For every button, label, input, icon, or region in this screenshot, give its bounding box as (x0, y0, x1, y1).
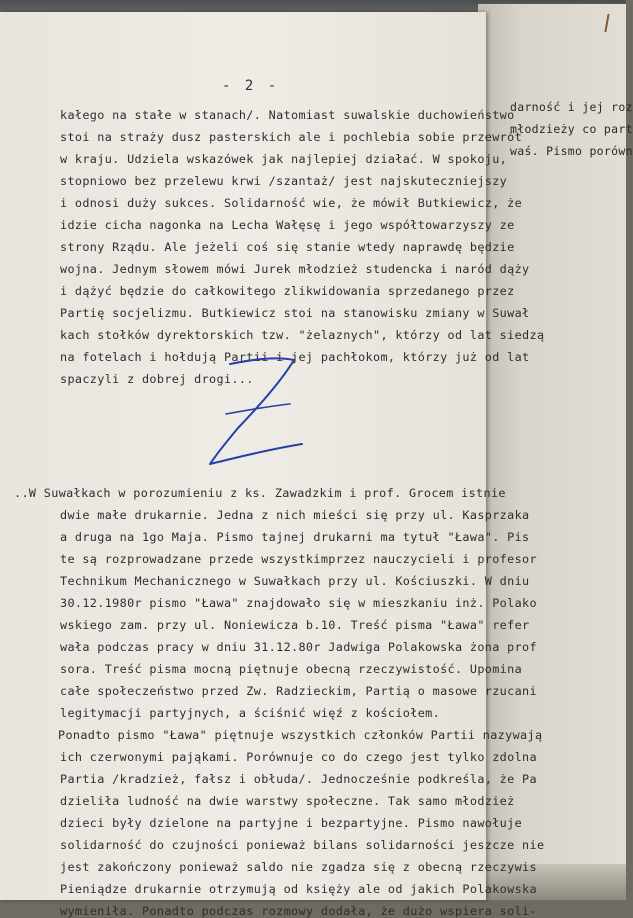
page-number: - 2 - (222, 78, 280, 94)
text-line: te są rozprowadzane przede wszystkimprzez nauczycieli i profesor (60, 552, 537, 566)
text-line: dzieci były dzielone na partyjne i bezpartyjne. Pismo nawołuje (60, 816, 523, 830)
text-line: sora. Treść pisma mocną piętnuje obecną rzeczywistość. Upomina (60, 662, 523, 676)
text-line: strony Rządu. Ale jeżeli coś się stanie wtedy naprawdę będzie (60, 240, 515, 254)
text-line: całe społeczeństwo przed Zw. Radzieckim, Partią o masowe rzucani (60, 684, 537, 698)
text-line: Ponadto pismo "Ława" piętnuje wszystkich członków Partii nazywają (58, 728, 543, 742)
text-line: ..W Suwałkach w porozumieniu z ks. Zawadzkim i prof. Grocem istnie (14, 486, 506, 500)
text-line: legitymacji partyjnych, a ściśnić więź z kościołem. (60, 706, 441, 720)
text-line: stoi na straży dusz pasterskich ale i pochlebia sobie przewrót (60, 130, 523, 144)
text-line: i dążyć będzie do całkowitego zlikwidowania sprzedanego przez (60, 284, 515, 298)
document-page (0, 12, 545, 918)
text-line: wojna. Jednym słowem mówi Jurek młodzież studencka i naród dąży (60, 262, 530, 276)
handwritten-z-mark (190, 350, 320, 480)
text-line: ich czerwonymi pająkami. Porównuje co do czego jest tylko zdolna (60, 750, 537, 764)
text-line: wymieniła. Ponadto podczas rozmowy dodała, że dużo wspiera soli- (60, 904, 537, 918)
text-line: solidarność do czujności ponieważ bilans solidarności jeszcze nie (60, 838, 545, 852)
text-line: a druga na 1go Maja. Pismo tajnej drukarni ma tytuł "Ława". Pis (60, 530, 530, 544)
text-line: i odnosi duży sukces. Solidarność wie, że mówił Butkiewicz, że (60, 196, 523, 210)
text-line: w kraju. Udziela wskazówek jak najlepiej działać. W spokoju, (60, 152, 508, 166)
text-line: stopniowo bez przelewu krwi /szantaż/ jest najskuteczniejszy (60, 174, 508, 188)
text-line: kałego na stałe w stanach/. Natomiast suwalskie duchowieństwo (60, 108, 515, 122)
text-line: Pieniądze drukarnie otrzymują od księży ale od jakich Polakowska (60, 882, 537, 896)
edge-mark (604, 14, 619, 32)
text-line: spaczyli z dobrej drogi... (60, 372, 254, 386)
right-page-line: waś. Pismo porówn (510, 144, 633, 158)
text-line: Partia /kradzież, fałsz i obłuda/. Jednocześnie podkreśla, że Pa (60, 772, 537, 786)
text-line: kach stołków dyrektorskich tzw. "żelaznych", którzy od lat siedzą (60, 328, 545, 342)
text-line: 30.12.1980r pismo "Ława" znajdowało się w mieszkaniu inż. Polako (60, 596, 537, 610)
text-line: idzie cicha nagonka na Lecha Wałęsę i jego współtowarzyszy ze (60, 218, 515, 232)
text-line: jest zakończony ponieważ saldo nie zgadza się z obecną rzeczywis (60, 860, 537, 874)
text-line: dwie małe drukarnie. Jedna z nich mieści się przy ul. Kasprzaka (60, 508, 530, 522)
right-page-line: darność i jej roz (510, 100, 633, 114)
text-line: wała podczas pracy w dniu 31.12.80r Jadwiga Polakowska żona prof (60, 640, 537, 654)
text-line: na fotelach i hołdują Partii i jej pachłokom, którzy już od lat (60, 350, 530, 364)
text-line: wskiego zam. przy ul. Noniewicza b.10. Treść pisma "Ława" refer (60, 618, 530, 632)
text-line: dzieliła ludność na dwie warstwy społeczne. Tak samo młodzież (60, 794, 515, 808)
right-page-line: młodzieży co part (510, 122, 633, 136)
text-line: Partię socjelizmu. Butkiewicz stoi na stanowisku zmiany w Suwał (60, 306, 530, 320)
text-line: Technikum Mechanicznego w Suwałkach przy ul. Kościuszki. W dniu (60, 574, 530, 588)
